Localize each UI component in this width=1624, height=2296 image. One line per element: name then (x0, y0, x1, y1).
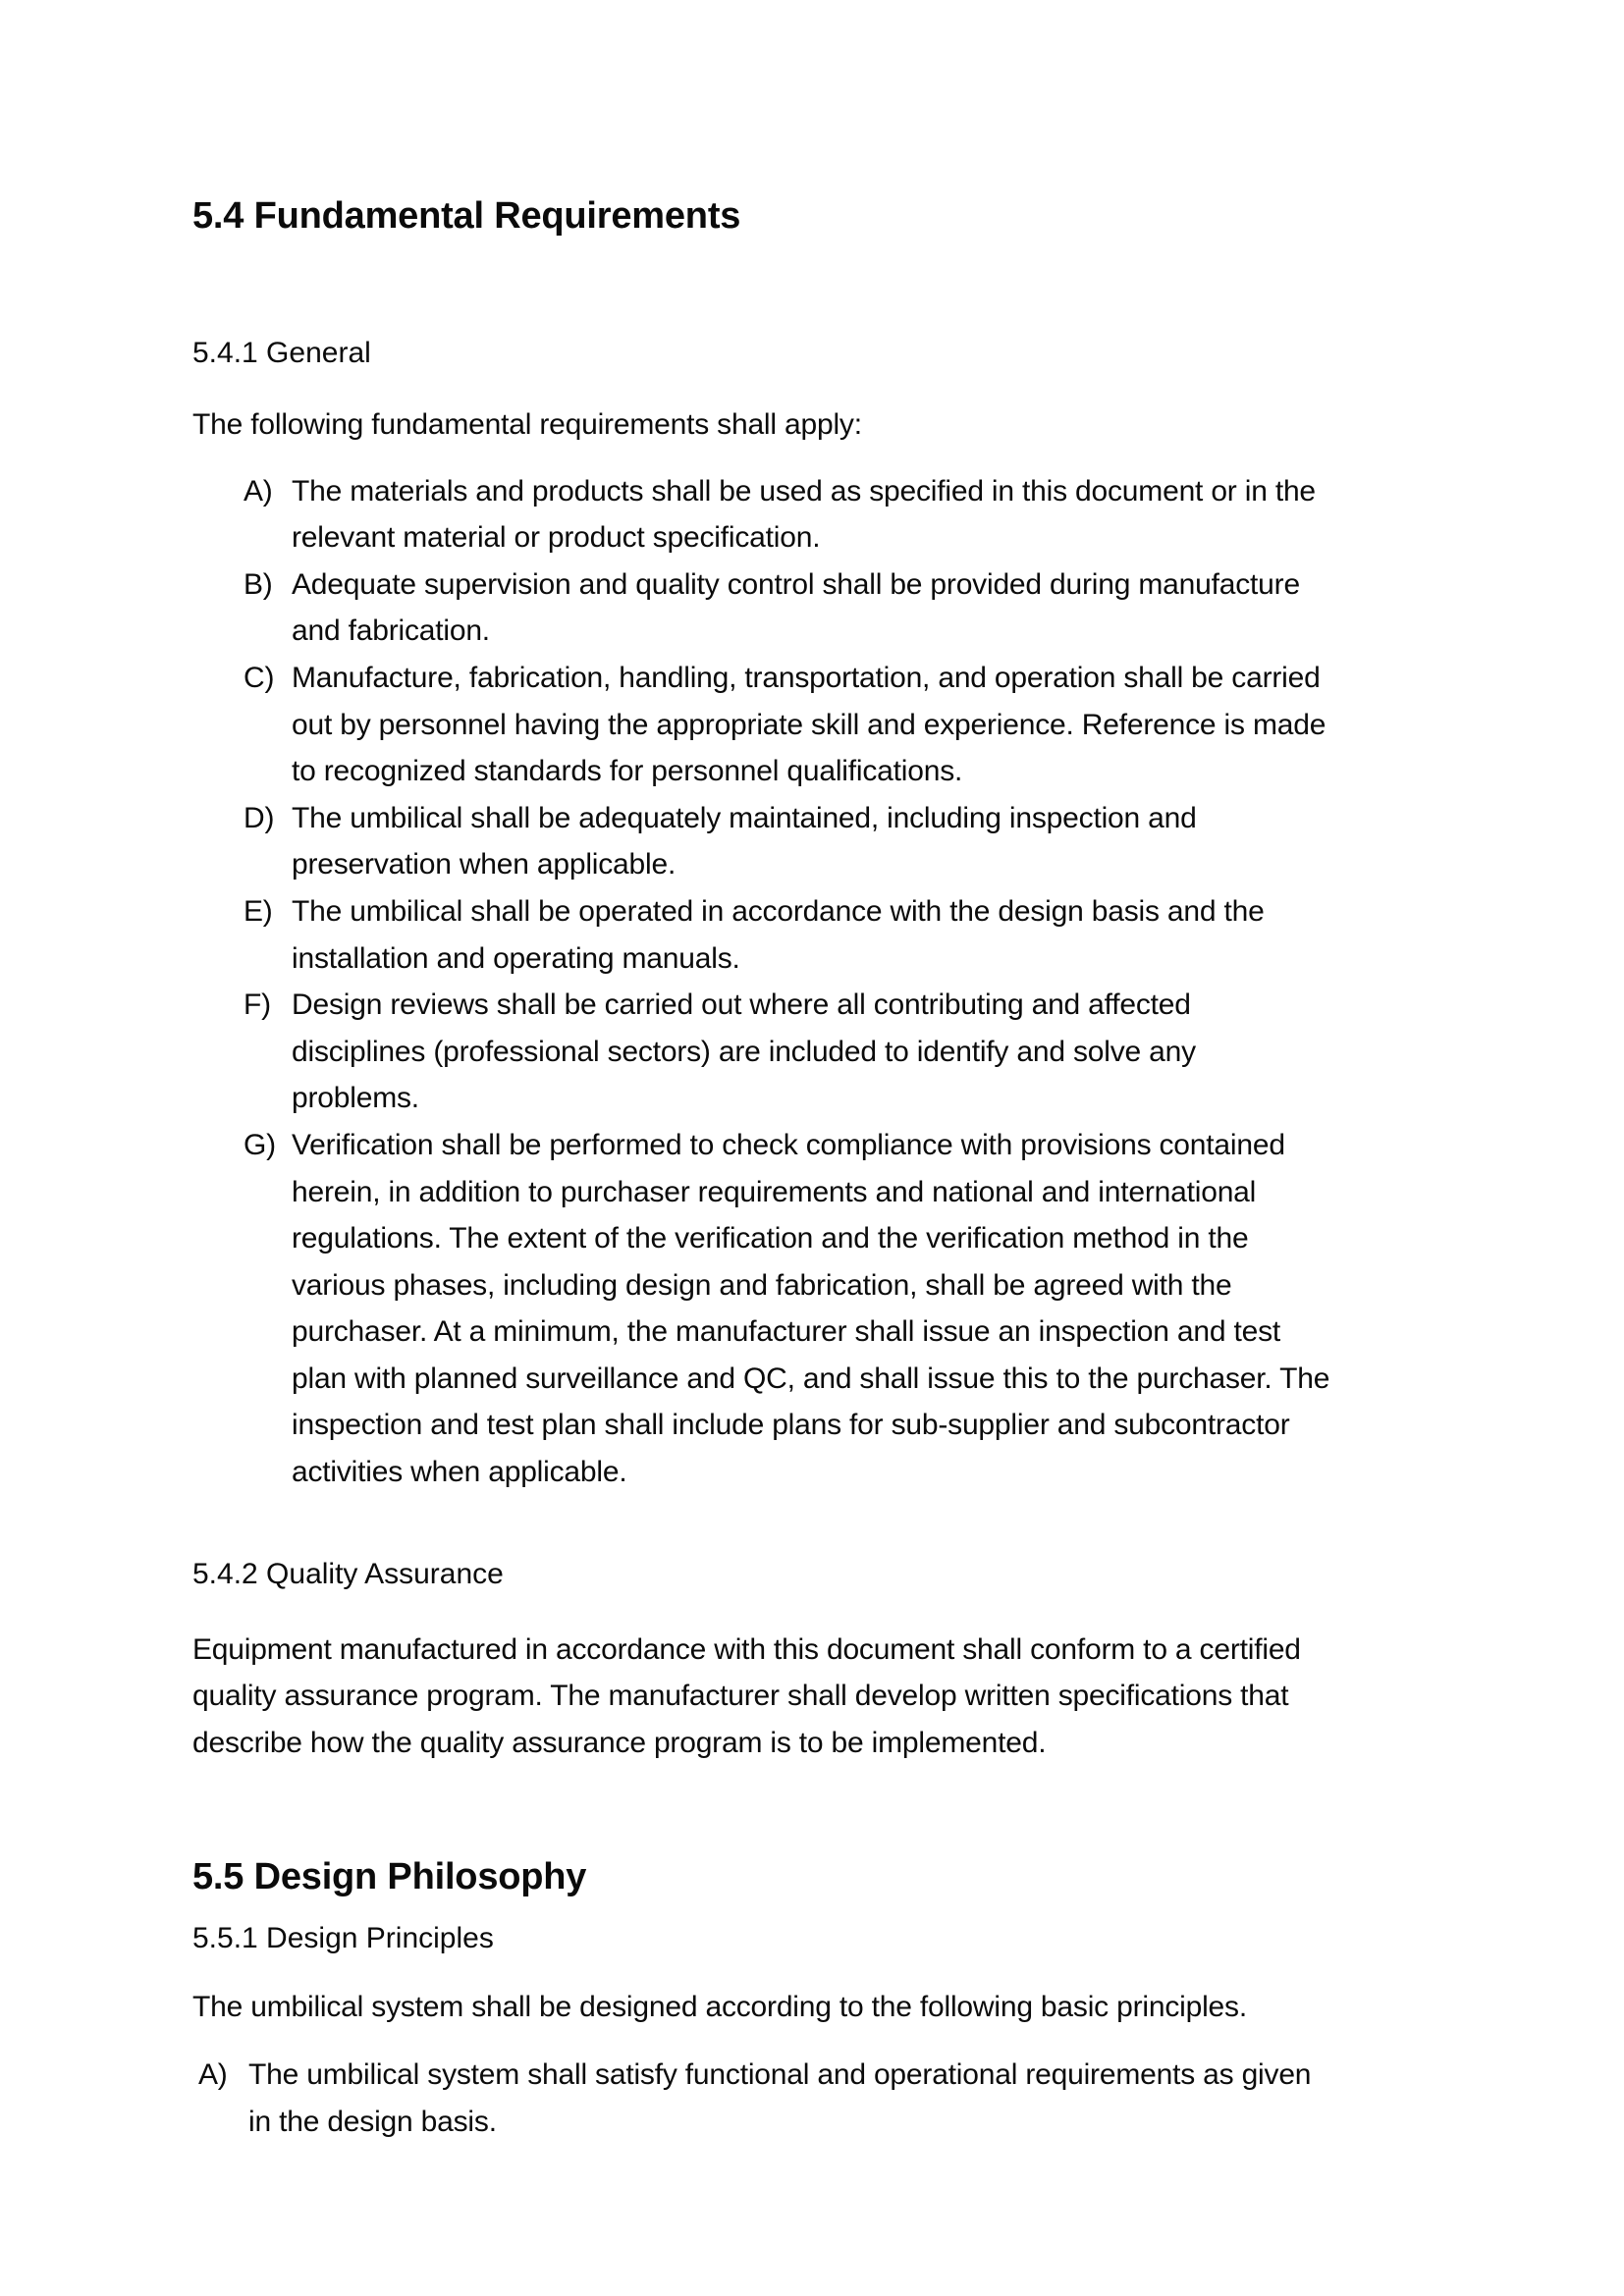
requirement-item-c (192, 655, 1477, 795)
requirement-text-line: to recognized standards for personnel qualifications. (292, 755, 963, 788)
requirement-text-line: plan with planned surveillance and QC, and shall issue this to the purchaser. The (292, 1362, 1330, 1395)
list-marker: B) (244, 567, 273, 601)
requirement-text-line: and fabrication. (292, 614, 490, 648)
principle-text (248, 2052, 1477, 2145)
requirement-item-e (192, 888, 1477, 982)
principle-item-a (192, 2052, 1477, 2145)
requirement-text (292, 1122, 1477, 1496)
list-marker: A) (198, 2058, 228, 2092)
principle-text-line: in the design basis. (248, 2105, 497, 2138)
requirement-text-line: herein, in addition to purchaser requirements and national and international (292, 1175, 1257, 1208)
design-principles-list (192, 2052, 1477, 2145)
requirement-text (292, 982, 1477, 1122)
principle-text-line: The umbilical system shall satisfy functional and operational requirements as given (248, 2058, 1312, 2092)
requirement-item-b (192, 561, 1477, 655)
requirement-text-line: problems. (292, 1082, 419, 1115)
fundamental-requirements-intro: The following fundamental requirements shall apply: (192, 408, 862, 441)
requirement-text-line: The umbilical shall be operated in accordance with the design basis and the (292, 894, 1265, 928)
section-5-5-heading: 5.5 Design Philosophy (192, 1856, 587, 1898)
list-marker: F) (244, 988, 271, 1022)
requirement-item-a (192, 468, 1477, 561)
requirement-item-d (192, 795, 1477, 888)
requirement-text-line: Adequate supervision and quality control shall be provided during manufacture (292, 567, 1300, 601)
requirement-text-line: various phases, including design and fabrication, shall be agreed with the (292, 1268, 1232, 1302)
fundamental-requirements-list (192, 468, 1477, 1496)
requirement-item-f (192, 982, 1477, 1122)
section-5-4-1-heading: 5.4.1 General (192, 337, 371, 369)
section-5-5-1-heading: 5.5.1 Design Principles (192, 1922, 494, 1955)
requirement-text-line: installation and operating manuals. (292, 941, 740, 975)
requirement-text-line: inspection and test plan shall include plans for sub-supplier and subcontractor (292, 1409, 1290, 1442)
design-principles-intro: The umbilical system shall be designed according to the following basic principles. (192, 1991, 1247, 2024)
list-marker: E) (244, 894, 273, 928)
requirement-text-line: The umbilical shall be adequately maintained, including inspection and (292, 801, 1197, 834)
requirement-text-line: The materials and products shall be used as specified in this document or in the (292, 474, 1316, 507)
quality-assurance-text-line: Equipment manufactured in accordance with this document shall conform to a certified (192, 1632, 1301, 1666)
section-5-4-2-heading: 5.4.2 Quality Assurance (192, 1557, 504, 1590)
requirement-text-line: preservation when applicable. (292, 848, 677, 881)
requirement-text-line: Verification shall be performed to check compliance with provisions contained (292, 1128, 1285, 1161)
requirement-text-line: Manufacture, fabrication, handling, transportation, and operation shall be carried (292, 661, 1321, 694)
quality-assurance-text-line: describe how the quality assurance program is to be implemented. (192, 1726, 1047, 1759)
requirement-text (292, 888, 1477, 982)
requirement-text (292, 561, 1477, 655)
list-marker: C) (244, 661, 275, 694)
requirement-text (292, 655, 1477, 795)
requirement-text (292, 795, 1477, 888)
requirement-text (292, 468, 1477, 561)
list-marker: D) (244, 801, 275, 834)
requirement-item-g (192, 1122, 1477, 1496)
section-5-4-heading: 5.4 Fundamental Requirements (192, 195, 741, 237)
requirement-text-line: purchaser. At a minimum, the manufacturer shall issue an inspection and test (292, 1315, 1280, 1349)
quality-assurance-paragraph (192, 1627, 1477, 1767)
requirement-text-line: disciplines (professional sectors) are included to identify and solve any (292, 1035, 1196, 1068)
requirement-text-line: relevant material or product specification. (292, 521, 821, 555)
requirement-text-line: regulations. The extent of the verification and the verification method in the (292, 1222, 1249, 1255)
requirement-text-line: activities when applicable. (292, 1456, 627, 1489)
quality-assurance-text-line: quality assurance program. The manufacturer shall develop written specifications that (192, 1680, 1289, 1713)
list-marker: A) (244, 474, 273, 507)
requirement-text-line: out by personnel having the appropriate skill and experience. Reference is made (292, 708, 1326, 741)
list-marker: G) (244, 1128, 276, 1161)
requirement-text-line: Design reviews shall be carried out where all contributing and affected (292, 988, 1191, 1022)
